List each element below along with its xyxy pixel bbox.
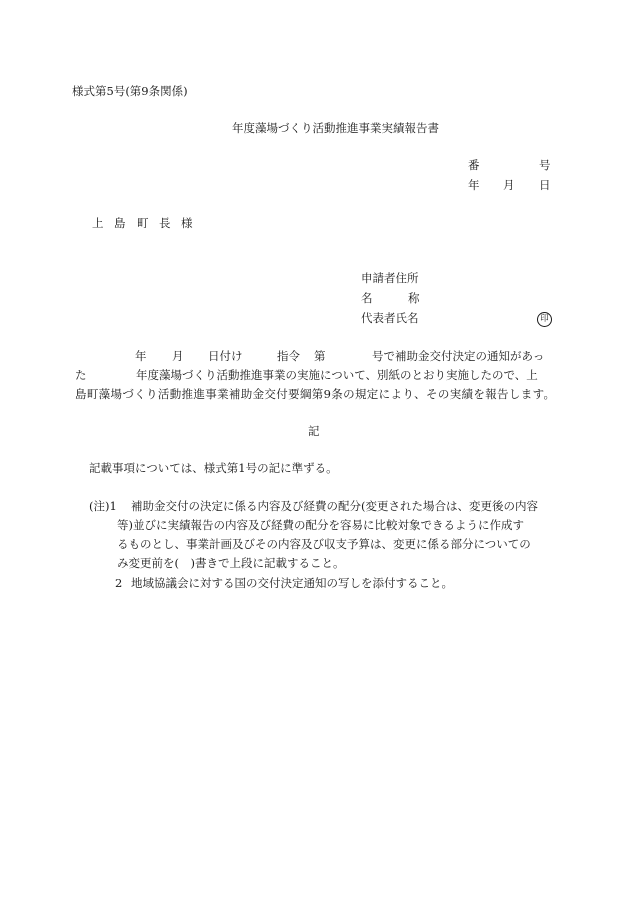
record-note: 記載事項については、様式第1号の記に準ずる。 xyxy=(89,461,338,475)
body-text: 年度藻場づくり活動推進事業の実施について、別紙のとおり実施したので、上 xyxy=(136,368,538,382)
date-year: 年 xyxy=(468,178,480,192)
note-1-line: 等)並びに実績報告の内容及び経費の配分を容易に比較対象できるように作成す xyxy=(117,518,524,532)
addressee-char: 島 xyxy=(114,216,126,230)
note-2-text: 地域協議会に対する国の交付決定通知の写しを添付すること。 xyxy=(131,576,453,590)
addressee-char: 長 xyxy=(159,216,171,230)
body-text: 指令 xyxy=(277,349,300,363)
body-text: 年 xyxy=(135,349,147,363)
body-text: 月 xyxy=(172,349,184,363)
applicant-address-label: 申請者住所 xyxy=(361,271,419,285)
doc-number-suffix: 号 xyxy=(539,158,551,172)
note-2-number: 2 xyxy=(115,576,123,590)
note-1-line: み変更前を( )書きで上段に記載すること。 xyxy=(117,556,345,570)
body-text: 日付け xyxy=(208,349,243,363)
doc-number-label: 番 xyxy=(468,158,480,172)
date-day: 日 xyxy=(539,178,551,192)
body-text: 第 xyxy=(314,349,326,363)
body-text: 号で補助金交付決定の通知があっ xyxy=(372,349,545,363)
applicant-name-char: 称 xyxy=(408,291,420,305)
ki-heading: 記 xyxy=(308,424,320,438)
notes-prefix: (注)1 xyxy=(89,499,117,513)
applicant-name-char: 名 xyxy=(361,291,373,305)
addressee-char: 町 xyxy=(137,216,149,230)
date-month: 月 xyxy=(503,178,515,192)
note-1-line: るものとし、事業計画及びその内容及び収支予算は、変更に係る部分についての xyxy=(117,537,531,551)
form-label: 様式第5号(第9条関係) xyxy=(72,84,188,98)
addressee-char: 様 xyxy=(181,216,193,230)
body-text: た xyxy=(75,368,87,382)
page-title: 年度藻場づくり活動推進事業実績報告書 xyxy=(232,121,439,135)
note-1-line: 補助金交付の決定に係る内容及び経費の配分(変更された場合は、変更後の内容 xyxy=(131,499,538,513)
body-line-3: 島町藻場づくり活動推進事業補助金交付要綱第9条の規定により、その実績を報告します。 xyxy=(75,387,555,401)
addressee-char: 上 xyxy=(92,216,104,230)
seal-mark: 印 xyxy=(537,312,552,327)
representative-label: 代表者氏名 xyxy=(361,311,419,325)
